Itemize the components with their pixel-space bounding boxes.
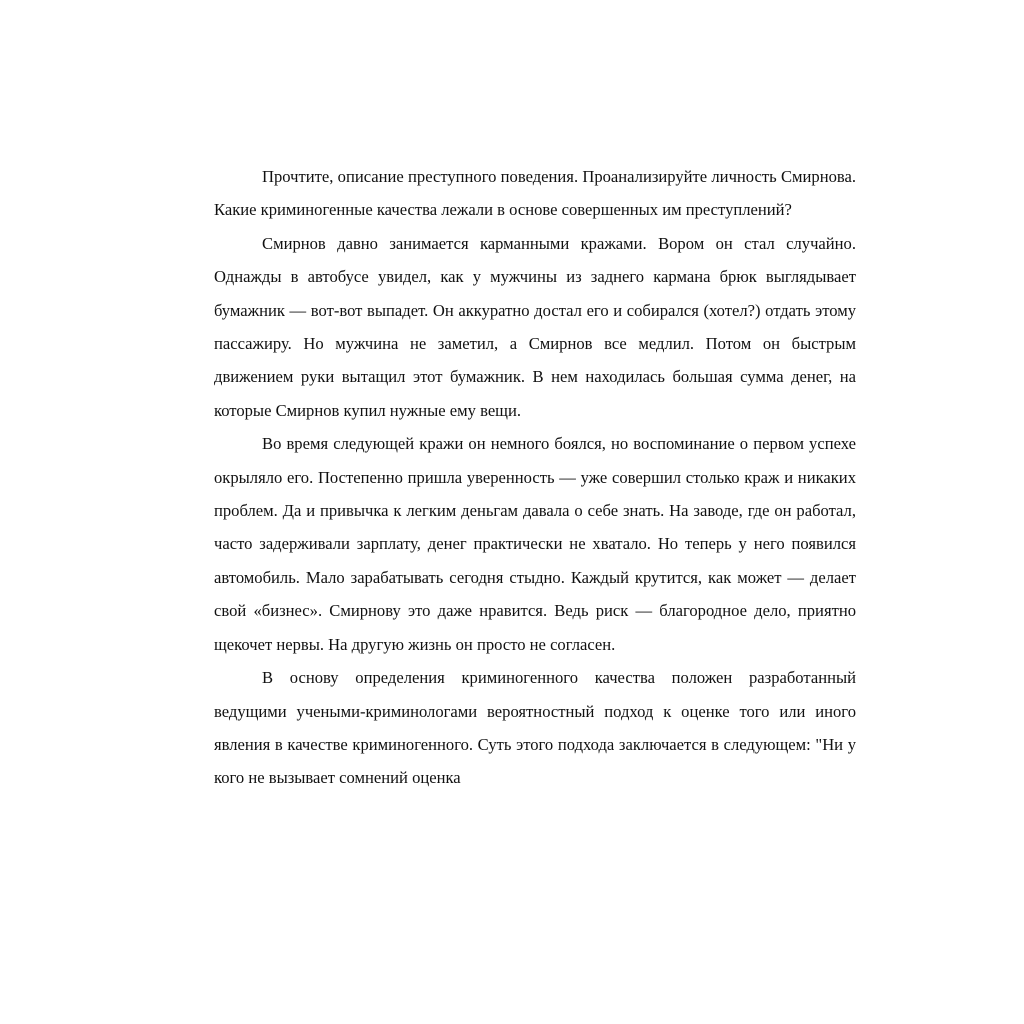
document-page [214,160,856,900]
task-paragraph: Прочтите, описание преступного поведения. Проанализируйте личность Смирнова. Какие криминогенные качества лежали в основе совершенных им преступлений? [214,167,856,220]
story-paragraph-2: Во время следующей кражи он немного боялся, но воспоминание о первом успехе окрыляло его. Постепенно пришла уверенность — уже совершил столько краж и никаких проблем. Да и привычка к легким деньгам давала о себе знать. На заводе, где он работал, часто задерживали зарплату, денег практически не хватало. Но теперь у него появился автомобиль. Мало зарабатывать сегодня стыдно. Каждый крутится, как может — делает свой «бизнес». Смирнову это даже нравится. Ведь риск — благородное дело, приятно щекочет нервы. На другую жизнь он просто не согласен. [214,434,856,654]
theory-paragraph: В основу определения криминогенного качества положен разработанный ведущими учеными-криминологами вероятностный подход к оценке того или иного явления в качестве криминогенного. Суть этого подхода заключается в следующем: "Ни у кого не вызывает сомнений оценка [214,668,856,788]
story-paragraph-1: Смирнов давно занимается карманными кражами. Вором он стал случайно. Однажды в автобусе увидел, как у мужчины из заднего кармана брюк выглядывает бумажник — вот-вот выпадет. Он аккуратно достал его и собирался (хотел?) отдать этому пассажиру. Но мужчина не заметил, а Смирнов все медлил. Потом он быстрым движением руки вытащил этот бумажник. В нем находилась большая сумма денег, на которые Смирнов купил нужные ему вещи. [214,233,856,420]
